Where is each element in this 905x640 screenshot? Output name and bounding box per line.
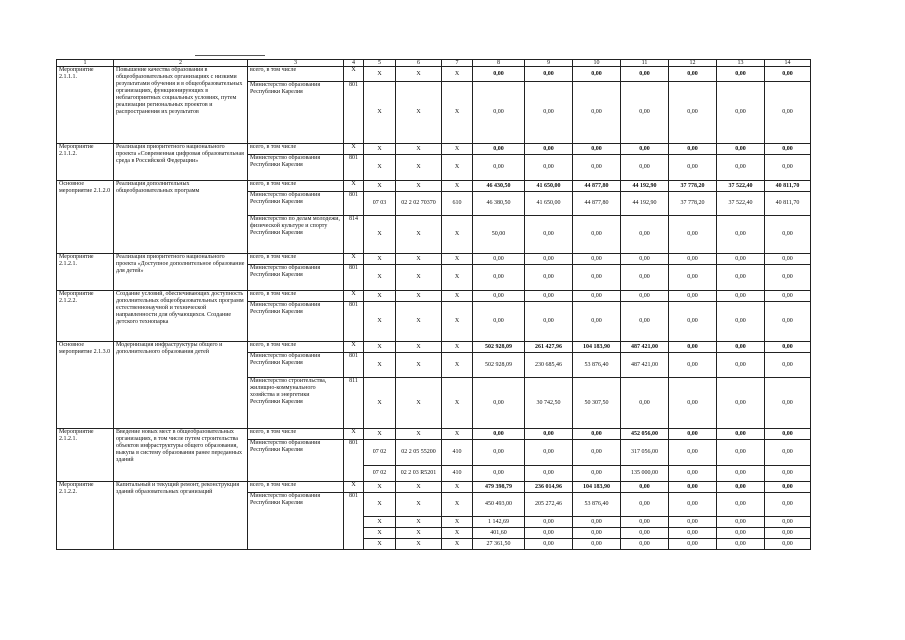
amount-cell-2025: 0,00 [765,353,811,378]
header-cell: 7 [442,60,473,67]
amount-cell-2024: 0,00 [717,254,765,265]
executor-cell: Министерство образования Республики Карелия [248,192,344,216]
amount-cell-2023: 0,00 [669,265,717,291]
amount-cell-2021: 0,00 [573,539,621,550]
amount-cell-2023: 0,00 [669,302,717,342]
grbs-cell: X [344,342,364,353]
section-code-cell: X [364,353,396,378]
amount-cell-2024: 0,00 [717,67,765,82]
executor-cell: всего, в том числе [248,482,344,493]
amount-cell-2019: 0,00 [473,378,525,429]
target-article-cell: X [396,155,442,181]
amount-cell-2024: 0,00 [717,440,765,466]
grbs-cell: 814 [344,216,364,254]
section-code-cell: X [364,155,396,181]
executor-cell: Министерство образования Республики Карелия [248,82,344,144]
program-name-cell: Создание условий, обеспечивающих доступность дополнительных общеобразовательных программ естественнонаучной и технической направленности для обучающихся. Создание детского технопарка [114,291,248,342]
expense-type-cell: X [442,291,473,302]
budget-table [56,59,811,550]
amount-cell-2021: 0,00 [573,440,621,466]
amount-cell-2025: 0,00 [765,493,811,517]
table-row [57,291,811,302]
amount-cell-2021: 104 183,90 [573,482,621,493]
target-article-cell: X [396,254,442,265]
amount-cell-2022: 317 056,00 [621,440,669,466]
executor-cell: Министерство образования Республики Карелия [248,493,344,550]
table-row [57,67,811,82]
grbs-cell: 801 [344,493,364,550]
expense-type-cell: 410 [442,466,473,482]
program-name-cell: Реализация дополнительных общеобразовательных программ [114,181,248,254]
expense-type-cell: X [442,353,473,378]
amount-cell-2022: 0,00 [621,265,669,291]
amount-cell-2022: 0,00 [621,291,669,302]
program-code-cell: Мероприятие 2.1.1.1. [57,67,114,144]
amount-cell-2023: 0,00 [669,539,717,550]
amount-cell-2023: 0,00 [669,155,717,181]
section-code-cell: X [364,378,396,429]
expense-type-cell: X [442,254,473,265]
section-code-cell: X [364,528,396,539]
amount-cell-2022: 487 421,00 [621,353,669,378]
executor-cell: Министерство образования Республики Карелия [248,440,344,482]
amount-cell-2022: 0,00 [621,539,669,550]
amount-cell-2019: 0,00 [473,254,525,265]
amount-cell-2024: 37 522,40 [717,192,765,216]
amount-cell-2025: 0,00 [765,466,811,482]
executor-cell: всего, в том числе [248,67,344,82]
amount-cell-2022: 0,00 [621,82,669,144]
amount-cell-2025: 0,00 [765,440,811,466]
amount-cell-2024: 0,00 [717,144,765,155]
section-code-cell: X [364,517,396,528]
executor-cell: всего, в том числе [248,181,344,192]
program-code-cell: Мероприятие 2.1.2.2. [57,291,114,342]
target-article-cell: X [396,539,442,550]
amount-cell-2019: 479 398,79 [473,482,525,493]
target-article-cell: X [396,82,442,144]
amount-cell-2021: 0,00 [573,67,621,82]
amount-cell-2022: 487 421,00 [621,342,669,353]
amount-cell-2024: 0,00 [717,291,765,302]
section-code-cell: X [364,67,396,82]
amount-cell-2023: 0,00 [669,517,717,528]
grbs-cell: 801 [344,192,364,216]
amount-cell-2024: 0,00 [717,517,765,528]
amount-cell-2024: 0,00 [717,482,765,493]
amount-cell-2021: 0,00 [573,528,621,539]
expense-type-cell: X [442,528,473,539]
amount-cell-2021: 0,00 [573,254,621,265]
amount-cell-2021: 0,00 [573,82,621,144]
amount-cell-2019: 46 380,50 [473,192,525,216]
amount-cell-2025: 0,00 [765,82,811,144]
grbs-cell: 801 [344,155,364,181]
expense-type-cell: X [442,342,473,353]
expense-type-cell: X [442,429,473,440]
amount-cell-2020: 0,00 [525,82,573,144]
target-article-cell: X [396,265,442,291]
amount-cell-2022: 44 192,90 [621,181,669,192]
grbs-cell: X [344,429,364,440]
amount-cell-2019: 0,00 [473,440,525,466]
expense-type-cell: X [442,302,473,342]
section-code-cell: X [364,82,396,144]
amount-cell-2023: 0,00 [669,254,717,265]
amount-cell-2020: 0,00 [525,291,573,302]
amount-cell-2024: 0,00 [717,378,765,429]
amount-cell-2023: 0,00 [669,353,717,378]
section-code-cell: 07 02 [364,440,396,466]
grbs-cell: 801 [344,302,364,342]
amount-cell-2024: 0,00 [717,466,765,482]
expense-type-cell: X [442,181,473,192]
executor-cell: Министерство образования Республики Карелия [248,155,344,181]
expense-type-cell: X [442,82,473,144]
amount-cell-2020: 30 742,50 [525,378,573,429]
amount-cell-2025: 0,00 [765,517,811,528]
executor-cell: Министерство образования Республики Карелия [248,265,344,291]
target-article-cell: X [396,482,442,493]
target-article-cell: 02 2 02 70370 [396,192,442,216]
amount-cell-2025: 0,00 [765,429,811,440]
amount-cell-2024: 0,00 [717,493,765,517]
amount-cell-2021: 53 876,40 [573,353,621,378]
executor-cell: всего, в том числе [248,342,344,353]
executor-cell: Министерство образования Республики Карелия [248,353,344,378]
section-code-cell: 07 03 [364,192,396,216]
amount-cell-2022: 0,00 [621,254,669,265]
expense-type-cell: X [442,67,473,82]
target-article-cell: 02 2 03 R5201 [396,466,442,482]
header-cell: 12 [669,60,717,67]
amount-cell-2019: 0,00 [473,429,525,440]
amount-cell-2019: 50,00 [473,216,525,254]
amount-cell-2022: 0,00 [621,517,669,528]
program-code-cell: Мероприятие 2.1.2.1. [57,429,114,482]
amount-cell-2022: 0,00 [621,155,669,181]
executor-cell: всего, в том числе [248,144,344,155]
section-code-cell: X [364,342,396,353]
header-cell: 10 [573,60,621,67]
amount-cell-2025: 40 811,70 [765,181,811,192]
section-code-cell: X [364,216,396,254]
amount-cell-2020: 0,00 [525,155,573,181]
section-code-cell: X [364,144,396,155]
amount-cell-2022: 0,00 [621,144,669,155]
amount-cell-2025: 40 811,70 [765,192,811,216]
executor-cell: Министерство образования Республики Карелия [248,302,344,342]
program-code-cell: Мероприятие 2.1.2.1. [57,254,114,291]
target-article-cell: X [396,216,442,254]
amount-cell-2023: 0,00 [669,67,717,82]
executor-cell: всего, в том числе [248,429,344,440]
amount-cell-2023: 0,00 [669,429,717,440]
amount-cell-2021: 0,00 [573,466,621,482]
amount-cell-2021: 0,00 [573,291,621,302]
grbs-cell: 801 [344,353,364,378]
grbs-cell: 811 [344,378,364,429]
amount-cell-2023: 0,00 [669,466,717,482]
target-article-cell: X [396,429,442,440]
amount-cell-2019: 0,00 [473,302,525,342]
amount-cell-2021: 104 183,90 [573,342,621,353]
amount-cell-2025: 0,00 [765,482,811,493]
amount-cell-2023: 0,00 [669,216,717,254]
header-cell: 13 [717,60,765,67]
amount-cell-2019: 0,00 [473,67,525,82]
executor-cell: всего, в том числе [248,254,344,265]
grbs-cell: 801 [344,265,364,291]
amount-cell-2025: 0,00 [765,254,811,265]
amount-cell-2020: 0,00 [525,254,573,265]
expense-type-cell: X [442,493,473,517]
amount-cell-2022: 0,00 [621,378,669,429]
target-article-cell: X [396,353,442,378]
target-article-cell: X [396,528,442,539]
amount-cell-2025: 0,00 [765,291,811,302]
amount-cell-2021: 50 307,50 [573,378,621,429]
target-article-cell: X [396,493,442,517]
amount-cell-2021: 0,00 [573,265,621,291]
amount-cell-2022: 0,00 [621,216,669,254]
expense-type-cell: X [442,216,473,254]
target-article-cell: X [396,181,442,192]
amount-cell-2020: 41 650,00 [525,181,573,192]
amount-cell-2019: 27 361,50 [473,539,525,550]
amount-cell-2023: 0,00 [669,440,717,466]
target-article-cell: 02 2 05 55200 [396,440,442,466]
amount-cell-2019: 450 493,00 [473,493,525,517]
amount-cell-2023: 0,00 [669,378,717,429]
amount-cell-2019: 46 430,50 [473,181,525,192]
amount-cell-2024: 0,00 [717,353,765,378]
program-name-cell: Повышение качества образования в общеобразовательных организациях с низкими результатами обучения и в общеобразовательных организациях, функционирующих в неблагоприятных социальных условиях, путем реализации региональных проектов и распространения их результатов [114,67,248,144]
amount-cell-2019: 0,00 [473,155,525,181]
grbs-cell: X [344,482,364,493]
amount-cell-2020: 0,00 [525,302,573,342]
amount-cell-2024: 0,00 [717,429,765,440]
program-name-cell: Реализация приоритетного национального проекта «Доступное дополнительное образование для детей» [114,254,248,291]
header-cell: 6 [396,60,442,67]
amount-cell-2019: 0,00 [473,144,525,155]
amount-cell-2020: 261 427,96 [525,342,573,353]
section-code-cell: X [364,302,396,342]
amount-cell-2025: 0,00 [765,528,811,539]
amount-cell-2019: 1 142,69 [473,517,525,528]
amount-cell-2025: 0,00 [765,265,811,291]
section-code-cell: X [364,539,396,550]
amount-cell-2025: 0,00 [765,155,811,181]
amount-cell-2025: 0,00 [765,302,811,342]
amount-cell-2021: 0,00 [573,429,621,440]
section-code-cell: X [364,429,396,440]
amount-cell-2020: 0,00 [525,440,573,466]
amount-cell-2025: 0,00 [765,378,811,429]
amount-cell-2022: 0,00 [621,67,669,82]
amount-cell-2019: 401,60 [473,528,525,539]
amount-cell-2025: 0,00 [765,539,811,550]
target-article-cell: X [396,378,442,429]
grbs-cell: 801 [344,440,364,482]
section-code-cell: X [364,181,396,192]
section-code-cell: X [364,291,396,302]
amount-cell-2025: 0,00 [765,216,811,254]
amount-cell-2024: 37 522,40 [717,181,765,192]
amount-cell-2023: 37 778,20 [669,192,717,216]
amount-cell-2022: 0,00 [621,482,669,493]
expense-type-cell: X [442,144,473,155]
amount-cell-2020: 0,00 [525,144,573,155]
program-code-cell: Основное мероприятие 2.1.3.0 [57,342,114,429]
target-article-cell: X [396,144,442,155]
header-cell: 11 [621,60,669,67]
amount-cell-2023: 0,00 [669,342,717,353]
amount-cell-2020: 205 272,46 [525,493,573,517]
amount-cell-2019: 0,00 [473,265,525,291]
amount-cell-2023: 0,00 [669,493,717,517]
grbs-cell: X [344,144,364,155]
amount-cell-2020: 0,00 [525,517,573,528]
amount-cell-2022: 0,00 [621,528,669,539]
header-cell: 3 [248,60,344,67]
amount-cell-2025: 0,00 [765,67,811,82]
amount-cell-2019: 502 928,09 [473,353,525,378]
amount-cell-2023: 37 778,20 [669,181,717,192]
amount-cell-2022: 0,00 [621,302,669,342]
section-code-cell: X [364,265,396,291]
amount-cell-2020: 41 650,00 [525,192,573,216]
amount-cell-2022: 44 192,90 [621,192,669,216]
expense-type-cell: X [442,378,473,429]
header-cell: 14 [765,60,811,67]
program-code-cell: Мероприятие 2.1.2.2. [57,482,114,550]
table-row [57,181,811,192]
target-article-cell: X [396,342,442,353]
amount-cell-2023: 0,00 [669,528,717,539]
program-name-cell: Введение новых мест в общеобразовательных организациях, в том числе путем строительства объектов инфраструктуры общего образования, выкупа в систему образования ранее переданных зданий [114,429,248,482]
header-cell: 1 [57,60,114,67]
grbs-cell: X [344,181,364,192]
amount-cell-2019: 0,00 [473,466,525,482]
amount-cell-2021: 0,00 [573,216,621,254]
amount-cell-2024: 0,00 [717,155,765,181]
amount-cell-2022: 452 056,00 [621,429,669,440]
grbs-cell: X [344,67,364,82]
amount-cell-2022: 0,00 [621,493,669,517]
target-article-cell: X [396,517,442,528]
amount-cell-2020: 0,00 [525,466,573,482]
expense-type-cell: 610 [442,192,473,216]
amount-cell-2023: 0,00 [669,82,717,144]
amount-cell-2024: 0,00 [717,528,765,539]
target-article-cell: X [396,291,442,302]
amount-cell-2019: 0,00 [473,291,525,302]
amount-cell-2020: 0,00 [525,429,573,440]
amount-cell-2020: 0,00 [525,67,573,82]
amount-cell-2020: 230 685,46 [525,353,573,378]
header-cell: 2 [114,60,248,67]
amount-cell-2024: 0,00 [717,82,765,144]
amount-cell-2024: 0,00 [717,302,765,342]
amount-cell-2021: 0,00 [573,155,621,181]
amount-cell-2019: 0,00 [473,82,525,144]
section-code-cell: X [364,482,396,493]
program-code-cell: Основное мероприятие 2.1.2.0 [57,181,114,254]
amount-cell-2021: 0,00 [573,517,621,528]
table-row [57,254,811,265]
table-row [57,482,811,493]
section-code-cell: X [364,493,396,517]
section-code-cell: X [364,254,396,265]
scan-mark [195,55,265,56]
grbs-cell: 801 [344,82,364,144]
target-article-cell: X [396,302,442,342]
expense-type-cell: X [442,265,473,291]
header-cell: 5 [364,60,396,67]
header-cell: 8 [473,60,525,67]
expense-type-cell: 410 [442,440,473,466]
amount-cell-2023: 0,00 [669,144,717,155]
amount-cell-2024: 0,00 [717,216,765,254]
table-row [57,144,811,155]
table-row [57,342,811,353]
amount-cell-2021: 44 877,80 [573,181,621,192]
amount-cell-2024: 0,00 [717,539,765,550]
executor-cell: всего, в том числе [248,291,344,302]
header-cell: 9 [525,60,573,67]
table-row [57,429,811,440]
amount-cell-2020: 0,00 [525,216,573,254]
amount-cell-2021: 53 876,40 [573,493,621,517]
amount-cell-2019: 502 928,09 [473,342,525,353]
amount-cell-2021: 44 877,80 [573,192,621,216]
expense-type-cell: X [442,155,473,181]
header-cell: 4 [344,60,364,67]
header-row [57,60,811,67]
grbs-cell: X [344,291,364,302]
amount-cell-2022: 135 000,00 [621,466,669,482]
program-name-cell: Реализация приоритетного национального проекта «Современная цифровая образовательная среда в Российской Федерации» [114,144,248,181]
program-name-cell: Капитальный и текущий ремонт, реконструкция зданий образовательных организаций [114,482,248,550]
amount-cell-2023: 0,00 [669,291,717,302]
amount-cell-2024: 0,00 [717,265,765,291]
grbs-cell: X [344,254,364,265]
expense-type-cell: X [442,517,473,528]
amount-cell-2025: 0,00 [765,144,811,155]
executor-cell: Министерство строительства, жилищно-коммунального хозяйства и энергетики Республики Карелия [248,378,344,429]
amount-cell-2024: 0,00 [717,342,765,353]
amount-cell-2020: 236 014,96 [525,482,573,493]
amount-cell-2023: 0,00 [669,482,717,493]
executor-cell: Министерство по делам молодежи, физической культуре и спорту Республики Карелия [248,216,344,254]
target-article-cell: X [396,67,442,82]
amount-cell-2020: 0,00 [525,265,573,291]
program-code-cell: Мероприятие 2.1.1.2. [57,144,114,181]
expense-type-cell: X [442,482,473,493]
amount-cell-2021: 0,00 [573,144,621,155]
program-name-cell: Модернизация инфраструктуры общего и дополнительного образования детей [114,342,248,429]
amount-cell-2025: 0,00 [765,342,811,353]
expense-type-cell: X [442,539,473,550]
section-code-cell: 07 02 [364,466,396,482]
amount-cell-2021: 0,00 [573,302,621,342]
amount-cell-2020: 0,00 [525,528,573,539]
amount-cell-2020: 0,00 [525,539,573,550]
